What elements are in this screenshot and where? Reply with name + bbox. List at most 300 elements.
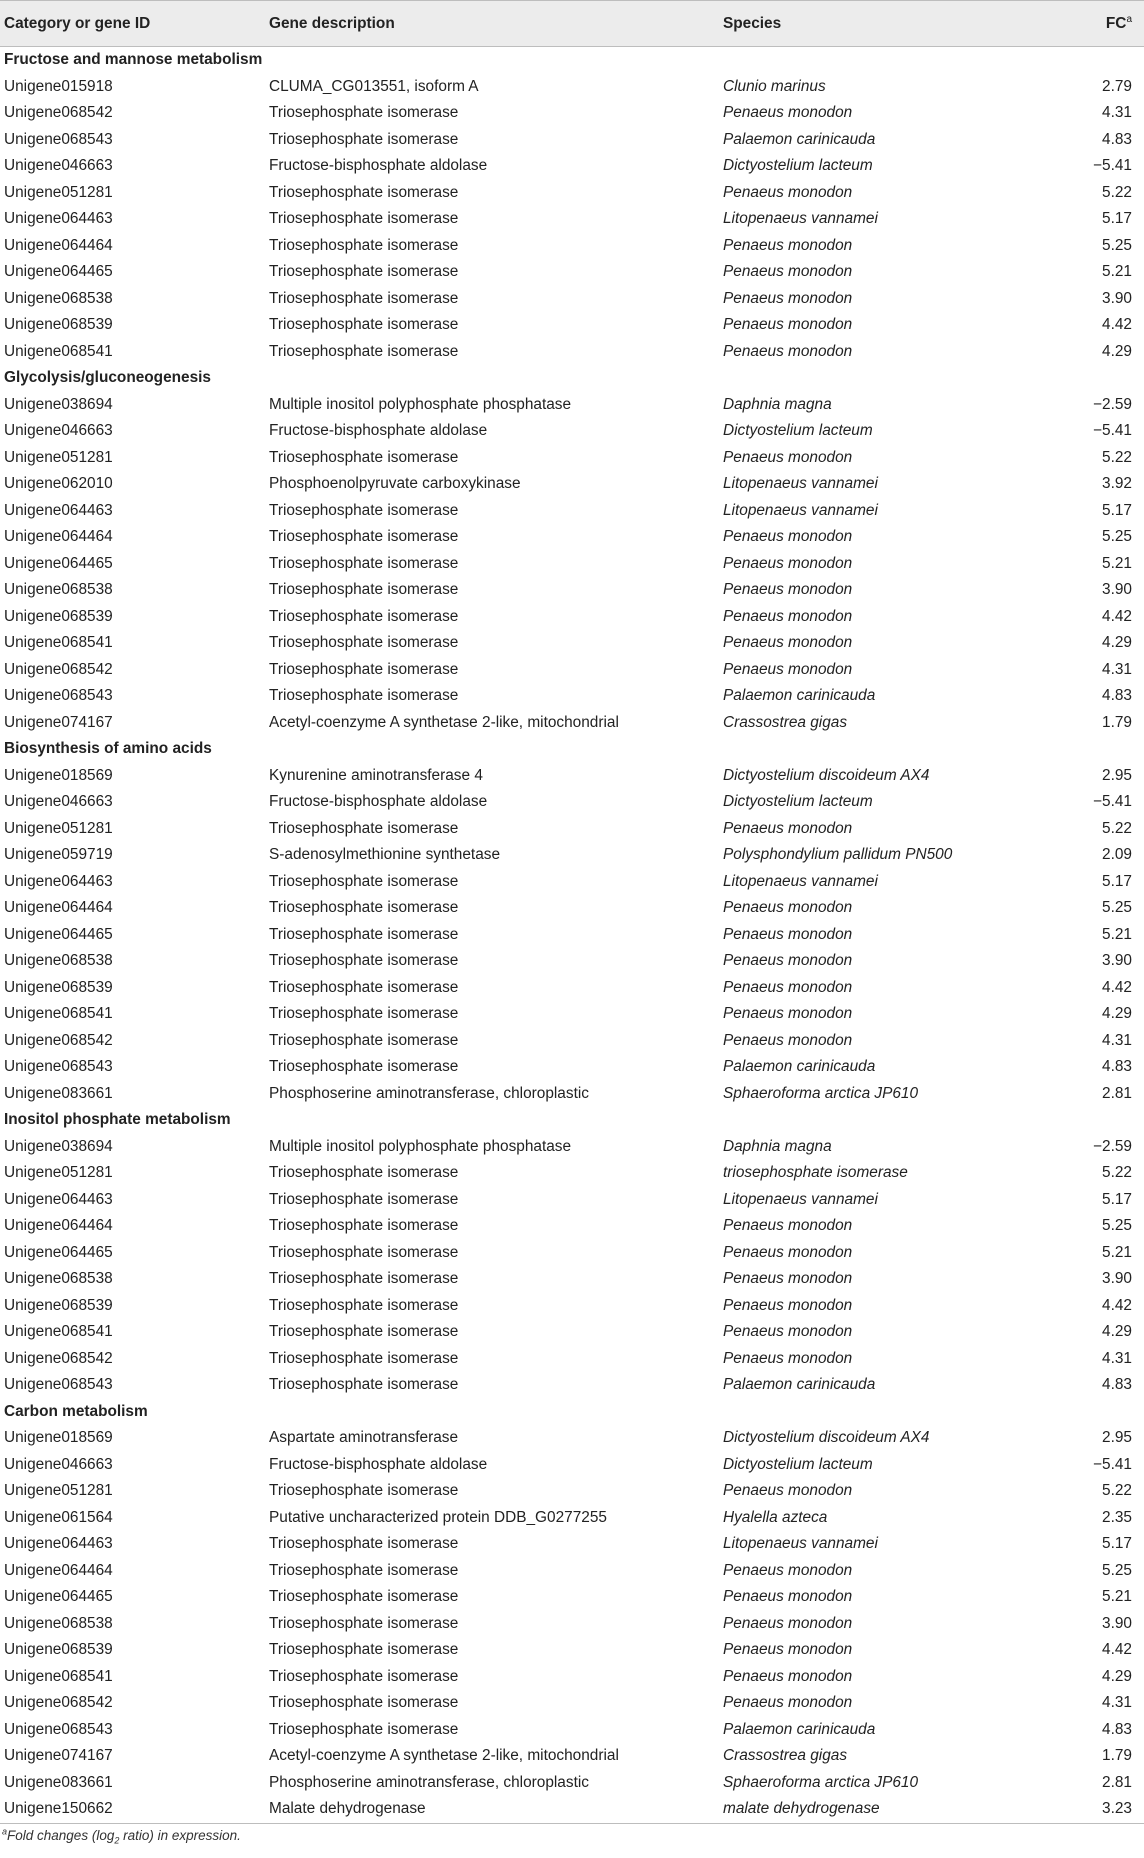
gene-id-cell: Unigene046663 — [4, 793, 113, 810]
species-cell: Penaeus monodon — [723, 978, 853, 996]
table-row — [0, 1346, 1144, 1373]
species-cell: Crassostrea gigas — [723, 1747, 848, 1764]
table-row — [0, 816, 1144, 843]
species-cell: Daphnia magna — [723, 1137, 832, 1155]
table-row — [0, 1001, 1144, 1028]
section-row — [0, 736, 1144, 763]
species-cell: Sphaeroforma arctica JP610 — [723, 1084, 919, 1102]
gene-description-cell: Triosephosphate isomerase — [269, 1243, 459, 1261]
gene-description-cell: Triosephosphate isomerase — [269, 210, 459, 227]
table-row — [0, 869, 1144, 896]
fc-cell: 4.31 — [1102, 1031, 1132, 1049]
gene-description-cell: Triosephosphate isomerase — [269, 289, 459, 307]
table-row — [0, 180, 1144, 207]
table-row — [0, 1770, 1144, 1797]
species-cell: Penaeus monodon — [723, 1217, 853, 1234]
fc-cell: 4.31 — [1102, 1694, 1132, 1711]
gene-description-cell: Fructose-bisphosphate aldolase — [269, 793, 488, 810]
table-row — [0, 763, 1144, 790]
fc-cell: 3.90 — [1102, 1270, 1132, 1287]
gene-description-cell: Triosephosphate isomerase — [269, 1217, 459, 1234]
gene-id-cell: Unigene068542 — [4, 1349, 113, 1367]
section-row — [0, 1107, 1144, 1134]
gene-description-cell: Triosephosphate isomerase — [269, 1058, 459, 1075]
fc-cell: 5.22 — [1102, 183, 1132, 201]
table-row — [0, 1425, 1144, 1452]
table-row — [0, 259, 1144, 286]
fc-cell: 5.25 — [1102, 528, 1132, 545]
gene-description-cell: Triosephosphate isomerase — [269, 581, 459, 598]
gene-description-cell: Multiple inositol polyphosphate phosphatase — [269, 395, 572, 413]
table-row — [0, 842, 1144, 869]
species-cell: Penaeus monodon — [723, 660, 853, 678]
species-cell: Penaeus monodon — [723, 236, 853, 254]
fc-cell: 4.83 — [1102, 687, 1132, 704]
species-cell: Penaeus monodon — [723, 528, 853, 545]
gene-description-cell: Triosephosphate isomerase — [269, 1190, 459, 1208]
gene-id-cell: Unigene051281 — [4, 819, 113, 837]
gene-id-cell: Unigene068543 — [4, 1720, 113, 1738]
species-cell: Penaeus monodon — [723, 1694, 853, 1711]
fc-cell: 3.23 — [1084, 1796, 1144, 1823]
gene-id-cell: Unigene068543 — [4, 1058, 113, 1075]
table-row — [0, 100, 1144, 127]
gene-id-cell: Unigene068541 — [4, 1005, 113, 1022]
fc-cell: 5.25 — [1102, 1217, 1132, 1234]
table-row — [0, 604, 1144, 631]
species-cell: Dictyostelium lacteum — [723, 422, 873, 439]
table-row — [0, 1028, 1144, 1055]
gene-id-cell: Unigene068542 — [4, 1694, 113, 1711]
species-cell: Crassostrea gigas — [723, 713, 848, 731]
gene-id-cell: Unigene051281 — [4, 448, 113, 466]
table-row — [0, 339, 1144, 366]
table-row — [0, 975, 1144, 1002]
table-row — [0, 551, 1144, 578]
gene-id-cell: Unigene062010 — [4, 475, 113, 492]
gene-id-cell: Unigene064463 — [4, 501, 113, 519]
species-cell: Penaeus monodon — [723, 952, 853, 969]
gene-description-cell: Phosphoenolpyruvate carboxykinase — [269, 475, 521, 492]
gene-description-cell: Triosephosphate isomerase — [269, 687, 459, 704]
species-cell: Penaeus monodon — [723, 183, 853, 201]
fc-cell: 5.21 — [1102, 1588, 1132, 1605]
fc-cell: 5.21 — [1102, 925, 1132, 943]
species-cell: Palaemon carinicauda — [723, 687, 876, 704]
gene-id-cell: Unigene015918 — [4, 77, 113, 95]
species-cell: Penaeus monodon — [723, 1561, 853, 1579]
table-row — [0, 1690, 1144, 1717]
gene-description-cell: Triosephosphate isomerase — [269, 501, 459, 519]
gene-description-cell: Triosephosphate isomerase — [269, 316, 459, 333]
species-cell: Penaeus monodon — [723, 1349, 853, 1367]
header-fc — [1084, 1, 1144, 47]
table-row — [0, 895, 1144, 922]
fc-cell: 4.42 — [1102, 1641, 1132, 1658]
fc-cell: 2.35 — [1102, 1508, 1132, 1526]
gene-id-cell: Unigene064463 — [4, 210, 113, 227]
gene-id-cell: Unigene068538 — [4, 1270, 113, 1287]
species-cell: Penaeus monodon — [723, 1296, 853, 1314]
gene-id-cell: Unigene046663 — [4, 1455, 113, 1473]
species-cell: Penaeus monodon — [723, 1243, 853, 1261]
species-cell: triosephosphate isomerase — [723, 1164, 908, 1181]
gene-id-cell: Unigene068538 — [4, 581, 113, 598]
gene-description-cell: Triosephosphate isomerase — [269, 1641, 459, 1658]
fc-cell: 4.42 — [1102, 316, 1132, 333]
table-row — [0, 1796, 1144, 1823]
gene-id-cell: Unigene068539 — [4, 1296, 113, 1314]
gene-description-cell: Fructose-bisphosphate aldolase — [269, 157, 488, 174]
gene-description-cell: Triosephosphate isomerase — [269, 952, 459, 969]
table-row — [0, 1584, 1144, 1611]
fc-cell: 2.79 — [1102, 77, 1132, 95]
gene-description-cell: Triosephosphate isomerase — [269, 1005, 459, 1022]
table-row — [0, 1187, 1144, 1214]
fc-cell: 5.17 — [1102, 501, 1132, 519]
gene-description-cell: Triosephosphate isomerase — [269, 872, 459, 890]
table-row — [0, 1134, 1144, 1161]
gene-description-cell: Triosephosphate isomerase — [269, 978, 459, 996]
table-row — [0, 286, 1144, 313]
fc-cell: 4.31 — [1102, 104, 1132, 121]
gene-id-cell: Unigene068539 — [4, 607, 113, 625]
species-cell: Penaeus monodon — [723, 342, 853, 360]
species-cell: Penaeus monodon — [723, 1641, 853, 1658]
gene-description-cell: Acetyl-coenzyme A synthetase 2-like, mitochondrial — [269, 713, 619, 731]
fc-cell: −5.41 — [1093, 1455, 1132, 1473]
gene-description-cell: Triosephosphate isomerase — [269, 1614, 459, 1632]
gene-description-cell: Triosephosphate isomerase — [269, 607, 459, 625]
gene-id-cell: Unigene059719 — [4, 846, 113, 863]
gene-id-cell: Unigene064463 — [4, 872, 113, 890]
fc-cell: 5.21 — [1102, 554, 1132, 572]
table-row — [0, 74, 1144, 101]
fc-cell: 4.83 — [1102, 1720, 1132, 1738]
gene-id-cell: Unigene068543 — [4, 687, 113, 704]
gene-id-cell: Unigene068541 — [4, 1323, 113, 1340]
fc-cell: 4.83 — [1102, 1376, 1132, 1393]
fc-cell: 1.79 — [1102, 1747, 1132, 1764]
fc-cell: 4.29 — [1102, 1667, 1132, 1685]
gene-id-cell: Unigene064465 — [4, 1243, 113, 1261]
gene-id-cell: Unigene083661 — [4, 1773, 113, 1791]
table-row — [0, 630, 1144, 657]
table-row — [0, 1558, 1144, 1585]
fc-cell: 2.95 — [1102, 766, 1132, 784]
gene-description-cell: Phosphoserine aminotransferase, chloroplastic — [269, 1084, 589, 1102]
gene-description-cell: Triosephosphate isomerase — [269, 1031, 459, 1049]
species-cell: Clunio marinus — [723, 77, 826, 95]
gene-id-cell: Unigene046663 — [4, 422, 113, 439]
gene-description-cell: Triosephosphate isomerase — [269, 634, 459, 651]
gene-id-cell: Unigene051281 — [4, 183, 113, 201]
footnote-text-before: Fold changes (log — [7, 1827, 115, 1843]
table-row — [0, 683, 1144, 710]
gene-description-cell: Triosephosphate isomerase — [269, 1720, 459, 1738]
gene-id-cell: Unigene064463 — [4, 1535, 113, 1552]
table-row — [0, 1452, 1144, 1479]
gene-description-cell: Triosephosphate isomerase — [269, 1561, 459, 1579]
species-cell: Penaeus monodon — [723, 1031, 853, 1049]
gene-id-cell: Unigene064464 — [4, 899, 113, 916]
table-row — [0, 1266, 1144, 1293]
fc-cell: −2.59 — [1093, 395, 1132, 413]
gene-description-cell: Triosephosphate isomerase — [269, 183, 459, 201]
species-cell: Penaeus monodon — [723, 1614, 853, 1632]
section-title: Fructose and mannose metabolism — [4, 51, 263, 68]
gene-description-cell: S-adenosylmethionine synthetase — [269, 846, 501, 863]
species-cell: Litopenaeus vannamei — [723, 501, 878, 519]
species-cell: Litopenaeus vannamei — [723, 1535, 878, 1552]
fc-cell: 2.95 — [1102, 1429, 1132, 1446]
fc-cell: 3.90 — [1102, 1614, 1132, 1632]
gene-id-cell: Unigene064465 — [4, 1588, 113, 1605]
fc-cell: 4.83 — [1102, 1058, 1132, 1075]
species-cell: Penaeus monodon — [723, 925, 853, 943]
gene-id-cell: Unigene064465 — [4, 263, 113, 280]
species-cell: Penaeus monodon — [723, 899, 853, 916]
species-cell: Palaemon carinicauda — [723, 1058, 876, 1075]
table-row — [0, 233, 1144, 260]
gene-id-cell: Unigene068541 — [4, 342, 113, 360]
table-row — [0, 1611, 1144, 1638]
fc-cell: 5.22 — [1102, 819, 1132, 837]
gene-id-cell: Unigene068543 — [4, 1376, 113, 1393]
footnote-text-after: ratio) in expression. — [119, 1827, 241, 1843]
species-cell: Penaeus monodon — [723, 1482, 853, 1499]
fc-cell: 5.21 — [1102, 263, 1132, 280]
gene-description-cell: Triosephosphate isomerase — [269, 1376, 459, 1393]
table-row — [0, 1664, 1144, 1691]
header-fc-label: FC — [1105, 15, 1127, 32]
fc-cell: 5.25 — [1102, 899, 1132, 916]
table-row — [0, 789, 1144, 816]
section-row — [0, 47, 1144, 74]
table-body — [0, 47, 1144, 1824]
gene-description-cell: Kynurenine aminotransferase 4 — [269, 766, 483, 784]
gene-description-cell: Fructose-bisphosphate aldolase — [269, 1455, 488, 1473]
species-cell: Litopenaeus vannamei — [723, 210, 878, 227]
fc-cell: 4.31 — [1102, 660, 1132, 678]
table-row — [0, 392, 1144, 419]
table-header — [0, 1, 1144, 47]
species-cell: Dictyostelium lacteum — [723, 157, 873, 174]
header-id: Category or gene ID — [0, 1, 265, 47]
species-cell: Penaeus monodon — [723, 316, 853, 333]
species-cell: Penaeus monodon — [723, 634, 853, 651]
species-cell: Litopenaeus vannamei — [723, 872, 878, 890]
gene-id-cell: Unigene068542 — [4, 660, 113, 678]
species-cell: Penaeus monodon — [723, 1667, 853, 1685]
gene-id-cell: Unigene068541 — [4, 1667, 113, 1685]
gene-id-cell: Unigene068541 — [4, 634, 113, 651]
table-row — [0, 1081, 1144, 1108]
header-species: Species — [719, 1, 1084, 47]
gene-description-cell: Triosephosphate isomerase — [269, 1296, 459, 1314]
gene-id-cell: Unigene064464 — [4, 1561, 113, 1579]
fc-cell: 3.90 — [1102, 952, 1132, 969]
gene-description-cell: Triosephosphate isomerase — [269, 1349, 459, 1367]
species-cell: malate dehydrogenase — [719, 1796, 1084, 1823]
species-cell: Penaeus monodon — [723, 1323, 853, 1340]
gene-description-cell: Triosephosphate isomerase — [269, 1270, 459, 1287]
fc-cell: 4.42 — [1102, 607, 1132, 625]
fc-cell: 4.29 — [1102, 1323, 1132, 1340]
gene-id-cell: Unigene064464 — [4, 528, 113, 545]
gene-id-cell: Unigene068539 — [4, 316, 113, 333]
fc-cell: 1.79 — [1102, 713, 1132, 731]
gene-id-cell: Unigene018569 — [4, 1429, 113, 1446]
gene-description-cell: Triosephosphate isomerase — [269, 899, 459, 916]
species-cell: Dictyostelium discoideum AX4 — [723, 1429, 930, 1446]
species-cell: Penaeus monodon — [723, 1005, 853, 1022]
table-row — [0, 1213, 1144, 1240]
species-cell: Hyalella azteca — [723, 1508, 828, 1526]
table-row — [0, 524, 1144, 551]
table-row — [0, 1319, 1144, 1346]
species-cell: Litopenaeus vannamei — [723, 475, 878, 492]
header-fc-footnote-marker: a — [1126, 13, 1132, 25]
table-row — [0, 418, 1144, 445]
fc-cell: 5.22 — [1102, 448, 1132, 466]
fc-cell: 5.21 — [1102, 1243, 1132, 1261]
fc-cell: −5.41 — [1093, 422, 1132, 439]
gene-description-cell: Aspartate aminotransferase — [269, 1429, 459, 1446]
gene-description-cell: Triosephosphate isomerase — [269, 1667, 459, 1685]
gene-description-cell: Triosephosphate isomerase — [269, 1482, 459, 1499]
gene-id-cell: Unigene068538 — [4, 289, 113, 307]
gene-description-cell: Triosephosphate isomerase — [269, 554, 459, 572]
gene-description-cell: Triosephosphate isomerase — [269, 1535, 459, 1552]
gene-description-cell: Triosephosphate isomerase — [269, 528, 459, 545]
section-title: Inositol phosphate metabolism — [4, 1111, 231, 1128]
gene-id-cell: Unigene068542 — [4, 104, 113, 121]
gene-id-cell: Unigene038694 — [4, 395, 113, 413]
table-row — [0, 127, 1144, 154]
species-cell: Penaeus monodon — [723, 1270, 853, 1287]
gene-id-cell: Unigene068538 — [4, 1614, 113, 1632]
species-cell: Penaeus monodon — [723, 104, 853, 121]
gene-description-cell: Triosephosphate isomerase — [269, 1164, 459, 1181]
species-cell: Penaeus monodon — [723, 819, 853, 837]
species-cell: Litopenaeus vannamei — [723, 1190, 878, 1208]
fc-cell: 4.83 — [1102, 130, 1132, 148]
gene-id-cell: Unigene038694 — [4, 1137, 113, 1155]
table-row — [0, 1637, 1144, 1664]
table-row — [0, 657, 1144, 684]
gene-description-cell: Fructose-bisphosphate aldolase — [269, 422, 488, 439]
table-row — [0, 948, 1144, 975]
table-row — [0, 922, 1144, 949]
fc-cell: 4.31 — [1102, 1349, 1132, 1367]
table-row — [0, 577, 1144, 604]
species-cell: Palaemon carinicauda — [723, 130, 876, 148]
gene-id-cell: Unigene064464 — [4, 1217, 113, 1234]
species-cell: Penaeus monodon — [723, 1588, 853, 1605]
gene-id-cell: Unigene064465 — [4, 925, 113, 943]
header-row — [0, 1, 1144, 47]
gene-id-cell: Unigene046663 — [4, 157, 113, 174]
fc-cell: 2.81 — [1102, 1084, 1132, 1102]
fc-cell: −5.41 — [1093, 157, 1132, 174]
gene-description-cell: Triosephosphate isomerase — [269, 104, 459, 121]
fc-cell: 4.29 — [1102, 634, 1132, 651]
fc-cell: 3.90 — [1102, 581, 1132, 598]
gene-id-cell: Unigene064465 — [4, 554, 113, 572]
table-row — [0, 1743, 1144, 1770]
table-row — [0, 1531, 1144, 1558]
gene-description-cell: Acetyl-coenzyme A synthetase 2-like, mitochondrial — [269, 1747, 619, 1764]
gene-id-cell: Unigene061564 — [4, 1508, 113, 1526]
table-row — [0, 1054, 1144, 1081]
gene-description-cell: Triosephosphate isomerase — [269, 130, 459, 148]
gene-description-cell: Triosephosphate isomerase — [269, 1323, 459, 1340]
gene-id-cell: Unigene068539 — [4, 1641, 113, 1658]
gene-id-cell: Unigene068542 — [4, 1031, 113, 1049]
species-cell: Polysphondylium pallidum PN500 — [723, 846, 953, 863]
fc-cell: 5.22 — [1102, 1482, 1132, 1499]
fc-cell: 4.29 — [1102, 342, 1132, 360]
table-row — [0, 1240, 1144, 1267]
gene-id-cell: Unigene068543 — [4, 130, 113, 148]
gene-description-cell: Triosephosphate isomerase — [269, 660, 459, 678]
gene-description-cell: Triosephosphate isomerase — [269, 342, 459, 360]
table-row — [0, 498, 1144, 525]
table-row — [0, 1505, 1144, 1532]
fc-cell: 3.90 — [1102, 289, 1132, 307]
section-title: Carbon metabolism — [4, 1402, 148, 1420]
table-row — [0, 1372, 1144, 1399]
table-row — [0, 1160, 1144, 1187]
fc-cell: 5.22 — [1102, 1164, 1132, 1181]
gene-description-cell: Triosephosphate isomerase — [269, 448, 459, 466]
gene-description-cell: Triosephosphate isomerase — [269, 925, 459, 943]
gene-id-cell: Unigene074167 — [4, 713, 113, 731]
table-row — [0, 710, 1144, 737]
table-row — [0, 445, 1144, 472]
footnote-subscript: 2 — [114, 1835, 120, 1846]
gene-id-cell: Unigene051281 — [4, 1482, 113, 1499]
section-row — [0, 365, 1144, 392]
gene-id-cell: Unigene018569 — [4, 766, 113, 784]
fc-cell: 4.42 — [1102, 1296, 1132, 1314]
gene-description-cell: Triosephosphate isomerase — [269, 263, 459, 280]
fc-cell: −5.41 — [1093, 793, 1132, 810]
header-description: Gene description — [265, 1, 719, 47]
species-cell: Dictyostelium lacteum — [723, 793, 873, 810]
table-row — [0, 1293, 1144, 1320]
fc-cell: 5.17 — [1102, 210, 1132, 227]
species-cell: Daphnia magna — [723, 395, 832, 413]
fc-cell: −2.59 — [1093, 1137, 1132, 1155]
species-cell: Penaeus monodon — [723, 581, 853, 598]
species-cell: Palaemon carinicauda — [723, 1720, 876, 1738]
species-cell: Penaeus monodon — [723, 554, 853, 572]
gene-description-cell: Multiple inositol polyphosphate phosphatase — [269, 1137, 572, 1155]
table-row — [0, 153, 1144, 180]
table-row — [0, 471, 1144, 498]
section-row — [0, 1399, 1144, 1426]
fc-cell: 3.92 — [1102, 475, 1132, 492]
gene-id-cell: Unigene150662 — [0, 1796, 265, 1823]
gene-description-cell: Putative uncharacterized protein DDB_G0277255 — [269, 1508, 607, 1526]
gene-id-cell: Unigene068538 — [4, 952, 113, 969]
species-cell: Palaemon carinicauda — [723, 1376, 876, 1393]
footnote — [0, 1824, 1144, 1846]
fc-cell: 5.25 — [1102, 236, 1132, 254]
gene-description-cell: Triosephosphate isomerase — [269, 236, 459, 254]
